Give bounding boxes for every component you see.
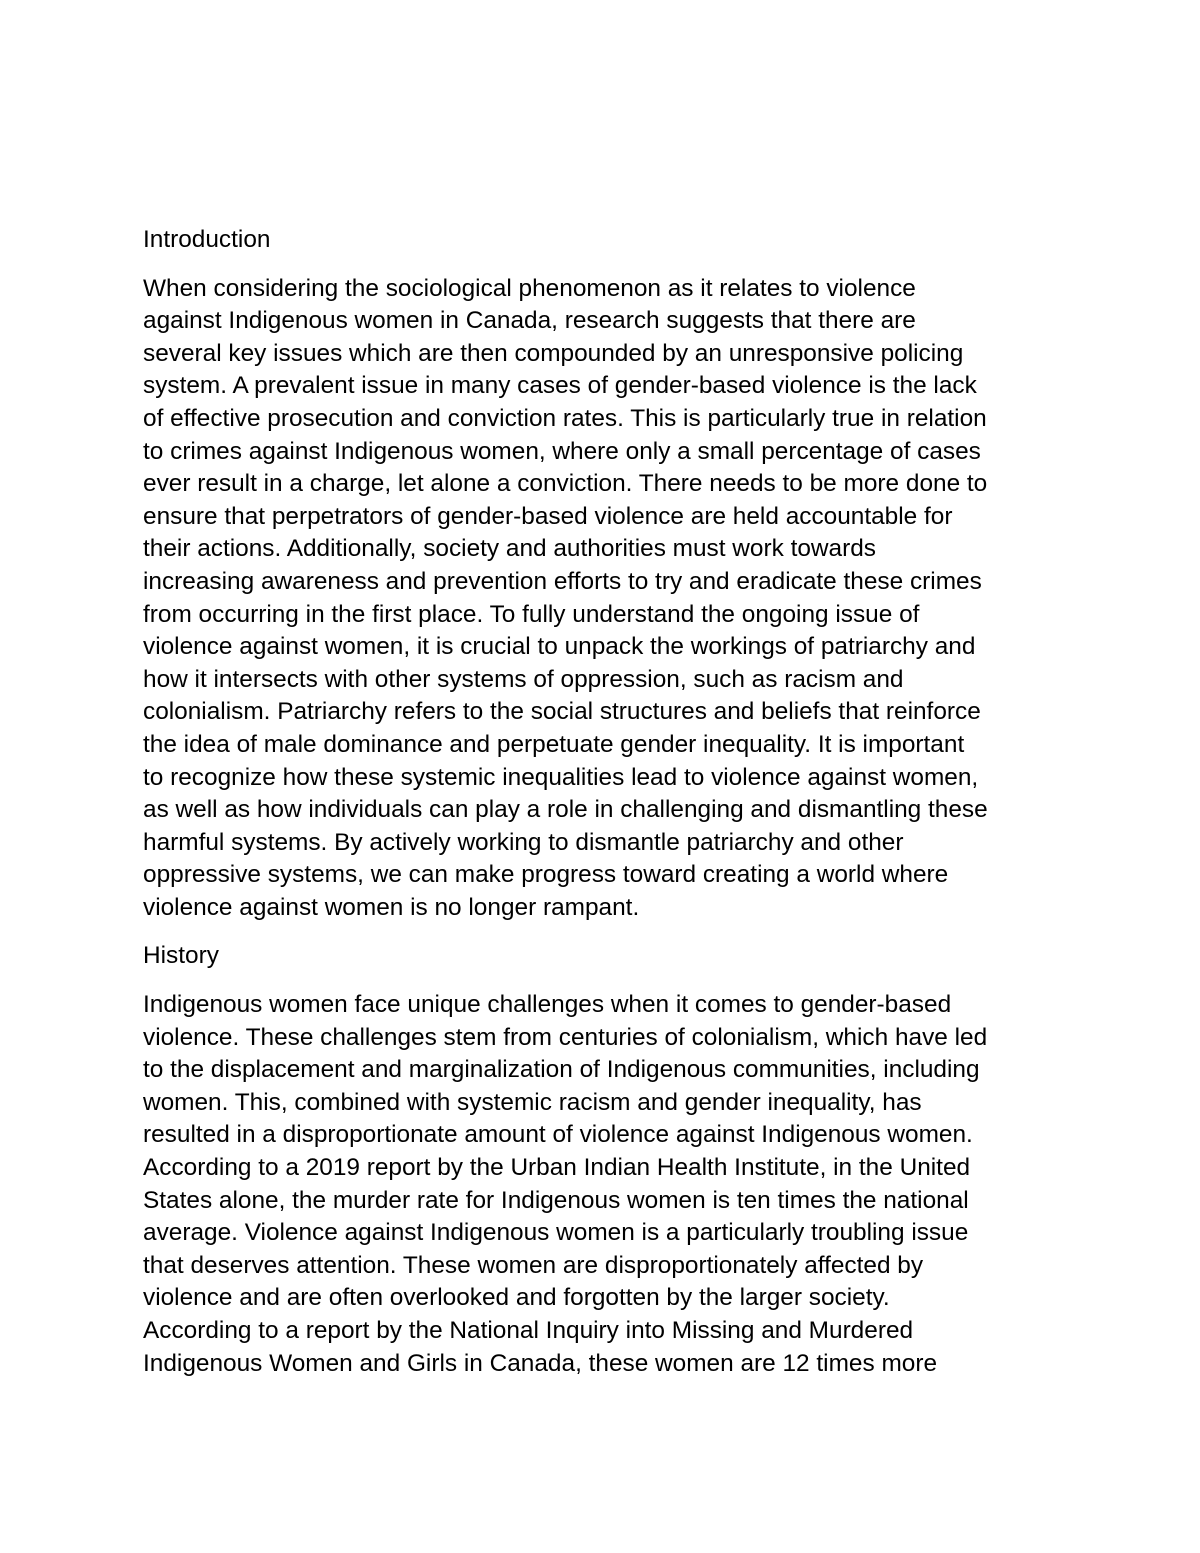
text-line: violence and are often overlooked and forgotten by the larger society. (143, 1284, 890, 1312)
text-line: colonialism. Patriarchy refers to the social structures and beliefs that reinforce (143, 698, 981, 726)
text-line: Indigenous women face unique challenges when it comes to gender-based (143, 991, 952, 1019)
text-line: oppressive systems, we can make progress toward creating a world where (143, 861, 949, 889)
document-body (143, 224, 1073, 1396)
text-line: of effective prosecution and conviction rates. This is particularly true in relation (143, 404, 987, 432)
text-line: the idea of male dominance and perpetuate gender inequality. It is important (143, 730, 965, 758)
text-line: against Indigenous women in Canada, research suggests that there are (143, 307, 916, 335)
paragraph-history (143, 989, 1073, 1380)
text-line: to crimes against Indigenous women, where only a small percentage of cases (143, 437, 981, 465)
text-line: ensure that perpetrators of gender-based violence are held accountable for (143, 502, 953, 530)
text-line: several key issues which are then compounded by an unresponsive policing (143, 339, 964, 367)
text-line: to the displacement and marginalization of Indigenous communities, including (143, 1056, 980, 1084)
text-line: When considering the sociological phenomenon as it relates to violence (143, 274, 916, 302)
text-line: that deserves attention. These women are disproportionately affected by (143, 1251, 924, 1279)
text-line: as well as how individuals can play a role in challenging and dismantling these (143, 796, 988, 824)
text-line: to recognize how these systemic inequalities lead to violence against women, (143, 763, 979, 791)
text-line: average. Violence against Indigenous women is a particularly troubling issue (143, 1219, 969, 1247)
text-line: violence. These challenges stem from centuries of colonialism, which have led (143, 1023, 988, 1051)
text-line: how it intersects with other systems of oppression, such as racism and (143, 665, 904, 693)
text-line: increasing awareness and prevention efforts to try and eradicate these crimes (143, 567, 982, 595)
text-line: harmful systems. By actively working to dismantle patriarchy and other (143, 828, 904, 856)
section-heading-history: History (143, 942, 219, 970)
section-heading-introduction: Introduction (143, 226, 271, 253)
text-line: from occurring in the first place. To fully understand the ongoing issue of (143, 600, 920, 628)
text-line: violence against women is no longer rampant. (143, 893, 640, 921)
text-line: violence against women, it is crucial to unpack the workings of patriarchy and (143, 633, 976, 661)
text-line: resulted in a disproportionate amount of violence against Indigenous women. (143, 1121, 973, 1149)
paragraph-introduction (143, 273, 1073, 925)
text-line: According to a 2019 report by the Urban Indian Health Institute, in the United (143, 1154, 971, 1182)
text-line: According to a report by the National Inquiry into Missing and Murdered (143, 1317, 914, 1344)
text-line: their actions. Additionally, society and authorities must work towards (143, 535, 876, 563)
text-line: ever result in a charge, let alone a conviction. There needs to be more done to (143, 470, 988, 498)
text-line: system. A prevalent issue in many cases of gender-based violence is the lack (143, 372, 977, 400)
text-line: States alone, the murder rate for Indigenous women is ten times the national (143, 1186, 969, 1214)
text-line: Indigenous Women and Girls in Canada, these women are 12 times more (143, 1349, 938, 1377)
text-line: women. This, combined with systemic racism and gender inequality, has (143, 1088, 922, 1116)
